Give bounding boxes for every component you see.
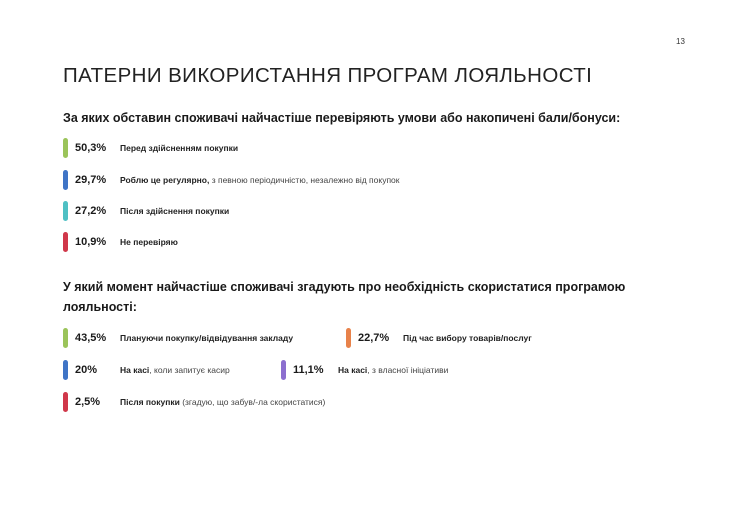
stat-row bbox=[63, 138, 238, 158]
stat-label: Після покупки (згадую, що забув/-ла скористатися) bbox=[120, 397, 326, 407]
stat-row bbox=[63, 328, 293, 348]
stat-row bbox=[346, 328, 532, 348]
stat-label: На касі, з власної ініціативи bbox=[338, 365, 449, 375]
stat-label: Після здійснення покупки bbox=[120, 206, 230, 216]
color-bar bbox=[63, 232, 68, 252]
stat-label: Не перевіряю bbox=[120, 237, 178, 247]
stat-percent: 2,5% bbox=[75, 396, 101, 408]
question-moment: У який момент найчастіше споживачі згадують про необхідність скористатися програмою лояльності: bbox=[63, 280, 626, 314]
stat-row bbox=[63, 170, 400, 190]
stat-row bbox=[281, 360, 448, 380]
page-title: ПАТЕРНИ ВИКОРИСТАННЯ ПРОГРАМ ЛОЯЛЬНОСТІ bbox=[63, 64, 593, 87]
stat-row bbox=[63, 392, 325, 412]
stat-percent: 29,7% bbox=[75, 174, 107, 186]
stat-percent: 11,1% bbox=[293, 364, 324, 376]
stat-label: Плануючи покупку/відвідування закладу bbox=[120, 333, 294, 343]
question-circumstances: За яких обставин споживачі найчастіше перевіряють умови або накопичені бали/бонуси: bbox=[63, 111, 621, 125]
page-number: 13 bbox=[676, 37, 685, 46]
color-bar bbox=[63, 201, 68, 221]
stat-row bbox=[63, 360, 230, 380]
stat-percent: 50,3% bbox=[75, 142, 107, 154]
color-bar bbox=[63, 170, 68, 190]
stat-label: Перед здійсненням покупки bbox=[120, 143, 239, 153]
color-bar bbox=[281, 360, 286, 380]
stat-label: Під час вибору товарів/послуг bbox=[403, 333, 532, 343]
stat-percent: 43,5% bbox=[75, 332, 107, 344]
color-bar bbox=[346, 328, 351, 348]
stat-label: Роблю це регулярно, з певною періодичністю, незалежно від покупок bbox=[120, 175, 400, 185]
stat-label: На касі, коли запитує касир bbox=[120, 365, 230, 375]
stat-percent: 20% bbox=[75, 364, 98, 376]
stat-percent: 27,2% bbox=[75, 205, 107, 217]
color-bar bbox=[63, 328, 68, 348]
stat-row bbox=[63, 232, 178, 252]
stat-row bbox=[63, 201, 229, 221]
stat-percent: 22,7% bbox=[358, 332, 390, 344]
color-bar bbox=[63, 392, 68, 412]
stat-percent: 10,9% bbox=[75, 236, 107, 248]
color-bar bbox=[63, 360, 68, 380]
color-bar bbox=[63, 138, 68, 158]
